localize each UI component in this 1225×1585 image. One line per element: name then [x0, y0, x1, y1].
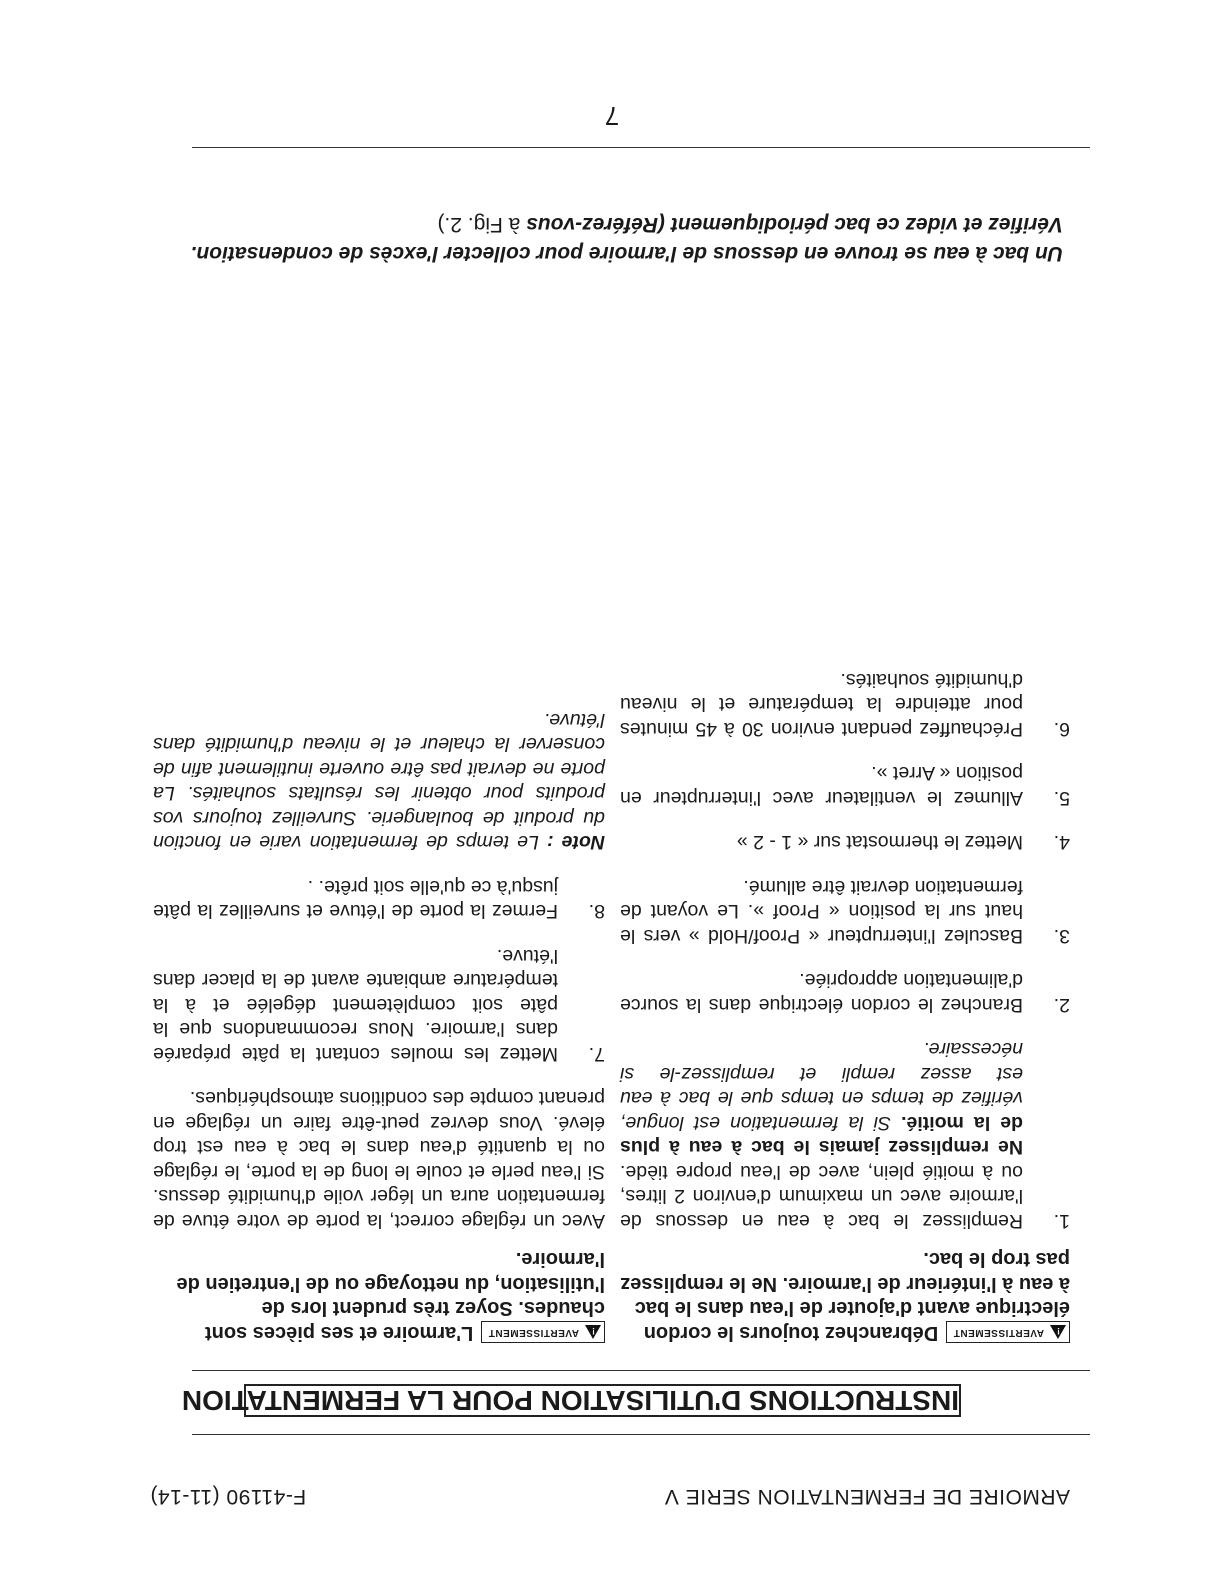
condensation-note [158, 210, 1063, 268]
note-text: Le temps de fermentation varie en fonction du produit de boulangerie. Surveillez toujours vos produits pour obtenir les résultats souhaités. La porte ne devrait pas être ouverte inutilement afin de conserver la chaleur et le niveau d'humidité dans l'étuve. [152, 709, 605, 854]
warning-badge [946, 1321, 1070, 1343]
header-product-name: ARMOIRE DE FERMENTATION SERIE V [664, 1485, 1070, 1508]
step-6 [620, 668, 1070, 742]
warning-triangle-icon: ! [1050, 1325, 1066, 1339]
figure-reference: à Fig. 2.) [437, 213, 527, 236]
note-label: Note : [547, 831, 605, 854]
condensation-note-text: Un bac à eau se trouve en dessous de l'armoire pour collecter l'excès de condensation. Vérifiez et videz ce bac périodiquement (Référez-vous [190, 213, 1063, 265]
step-number: 2. [1053, 994, 1070, 1016]
step-8 [153, 875, 605, 924]
step-number: 4. [1053, 831, 1070, 854]
step-text: Branchez le cordon électrique dans la source d'alimentation appropriée. [620, 969, 1023, 1016]
warning-badge-label: AVERTISSEMENT [953, 1327, 1044, 1339]
step-text: Basculez l'interrupteur « Proof/Hold » vers le haut sur la position « Proof ». Le voyant de fermentation devrait être allumé. [620, 876, 1023, 947]
adjustment-paragraph: Avec un réglage correct, la porte de votre étuve de fermentation aura un léger voile d'humidité dessus. Si l'eau perle et coule le long de la porte, le réglage ou la quantité d'eau dans le bac à eau est trop élevé. Vous devrez peut-être faire un réglage en prenant compte des conditions atmosphériques. [153, 1087, 605, 1232]
step-emphasis: Ne remplissez jamais le bac à eau à plus de la moitié. [620, 1112, 1023, 1159]
step-number: 7. [588, 1043, 605, 1065]
section-title: INSTRUCTIONS D'UTILISATION POUR LA FERMENTATION [181, 1385, 959, 1416]
step-text: Préchauffez pendant environ 30 à 45 minutes pour atteindre la température et le niveau d'humidité souhaités. [620, 669, 1023, 740]
step-number: 5. [1053, 787, 1070, 809]
warning-triangle-icon: ! [585, 1325, 601, 1339]
header-document-code: F-41190 (11-14) [150, 1485, 307, 1508]
bottom-rule [192, 147, 1090, 148]
title-rule [192, 1370, 1090, 1371]
page-number: 7 [604, 101, 620, 131]
right-column [153, 708, 605, 1346]
step-text: Mettez les moules contant la pâte préparée dans l'armoire. Nous recommandons que la pâte soit complètement dégelée et à la température ambiante avant de la placer dans l'étuve. [153, 945, 558, 1065]
warning-badge [481, 1321, 605, 1343]
step-number: 8. [588, 900, 605, 923]
step-text: Allumez le ventilateur avec l'interrupteur en position « Arret ». [620, 762, 1023, 809]
step-italic-note: Si la fermentation est longue, vérifiez de temps en temps que le bac à eau est assez rempli et remplissez-le si nécessaire. [619, 1038, 1023, 1134]
steps-list-right [153, 875, 605, 1067]
fermentation-note [153, 708, 605, 855]
page-header [150, 1478, 1070, 1508]
step-text: Remplissez le bac à eau en dessous de l'armoire avec un maximum d'environ 2 litres, ou à moitié plein, avec de l'eau propre tiède. [620, 1161, 1023, 1232]
step-text: Fermez la porte de l'étuve et surveillez la pâte jusqu'à ce qu'elle soit prête. . [153, 876, 558, 923]
steps-list-left [620, 668, 1070, 1234]
step-number: 1. [1053, 1210, 1070, 1232]
unplug-warning-text: Débranchez toujours le cordon électrique avant d'ajouter de l'eau dans le bac à eau à l'intérieur de l'armoire. Ne le remplissez pas trop le bac. [620, 1248, 1070, 1344]
warning-badge-label: AVERTISSEMENT [488, 1327, 579, 1339]
step-2 [620, 968, 1070, 1017]
unplug-warning [620, 1247, 1070, 1345]
step-7 [153, 944, 605, 1067]
step-1 [620, 1037, 1070, 1233]
left-column [620, 648, 1070, 1346]
step-3 [620, 875, 1070, 949]
top-rule [192, 1434, 1090, 1435]
step-number: 6. [1053, 718, 1070, 740]
step-5 [620, 761, 1070, 810]
step-number: 3. [1053, 925, 1070, 947]
step-text: Mettez le thermostat sur « 1 - 2 » [736, 831, 1023, 854]
hot-parts-warning-text: L'armoire et ses pièces sont chaudes. Soyez très prudent lors de l'utilisation, du nettoyage ou de l'entretien de l'armoire. [176, 1248, 605, 1344]
step-4 [620, 830, 1070, 855]
hot-parts-warning [153, 1247, 605, 1345]
